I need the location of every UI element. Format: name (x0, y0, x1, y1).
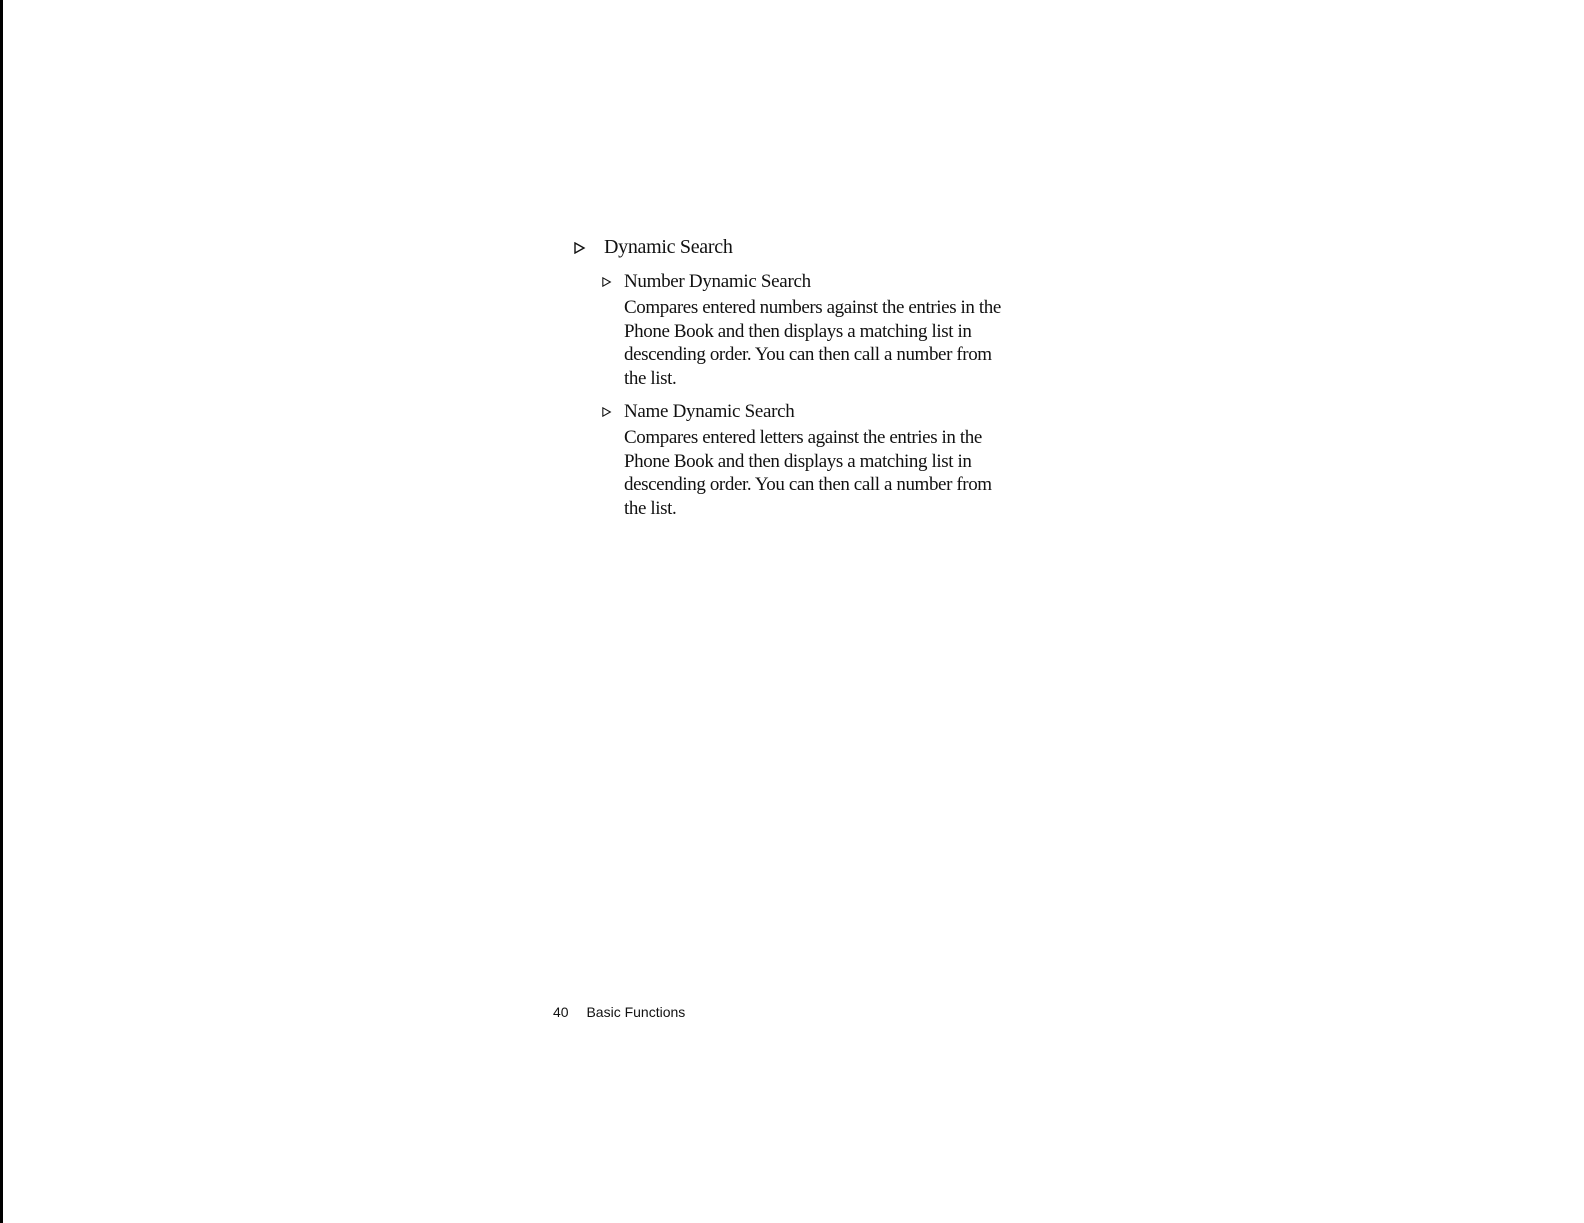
triangle-bullet-icon (602, 277, 612, 287)
list-item-number-dynamic-search (604, 270, 1014, 390)
sub-item-description: Compares entered numbers against the entries in the Phone Book and then displays a matching list in descending order. You can then call a number from the list. (624, 297, 1001, 389)
triangle-bullet-icon (574, 242, 586, 254)
sub-item-heading (604, 270, 1014, 294)
section-heading (574, 234, 1014, 264)
page-number: 40 (553, 1004, 569, 1020)
footer-section-name: Basic Functions (586, 1004, 686, 1020)
triangle-bullet-icon (602, 407, 612, 417)
list-item-name-dynamic-search (604, 400, 1014, 520)
section-title: Dynamic Search (604, 236, 733, 258)
page-content (574, 234, 1014, 520)
sub-item-title: Number Dynamic Search (624, 271, 811, 292)
sub-item-heading (604, 400, 1014, 424)
sub-item-description: Compares entered letters against the entries in the Phone Book and then displays a matching list in descending order. You can then call a number from the list. (624, 427, 992, 519)
page-edge-rule (0, 0, 3, 1223)
page-footer (553, 1003, 685, 1021)
sub-item-title: Name Dynamic Search (624, 401, 795, 422)
